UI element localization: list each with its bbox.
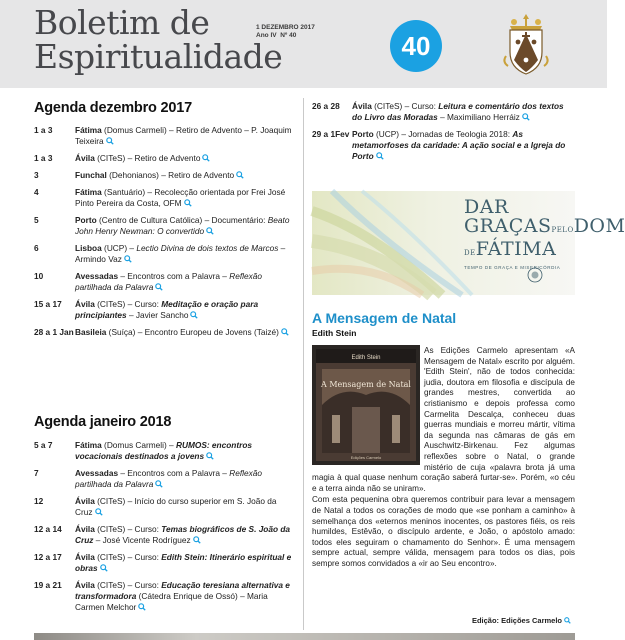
agenda-date: 12 a 17 <box>34 552 62 562</box>
agenda-place: Porto <box>75 215 97 225</box>
agenda-description: (Domus Carmeli) – <box>101 440 176 450</box>
agenda-text <box>75 170 296 181</box>
agenda-description: (UCP) – Jornadas de Teologia 2018: <box>373 129 513 139</box>
banner-tagline: TEMPO DE GRAÇA E MISERICÓRDIA <box>464 265 561 270</box>
article-credit-text: Edição: Edições Carmelo <box>471 616 562 625</box>
agenda-date: 19 a 21 <box>34 580 62 590</box>
agenda-title: Edith Stein: Itinerário espiritual e obras <box>75 552 292 573</box>
zoom-icon[interactable] <box>155 283 163 291</box>
agenda-item <box>34 524 296 546</box>
agenda-item <box>34 468 296 490</box>
agenda-item <box>34 299 296 321</box>
agenda-description: (CITeS) – Curso: <box>94 524 162 534</box>
agenda-description: – Encontros com a Palavra – <box>118 468 230 478</box>
zoom-icon[interactable] <box>376 152 384 160</box>
zoom-icon[interactable] <box>138 603 146 611</box>
agenda-place: Fátima <box>75 440 102 450</box>
agenda-text <box>75 187 296 209</box>
zoom-icon[interactable] <box>190 311 198 319</box>
agenda-title: Temas biográficos de S. João da Cruz <box>75 524 291 545</box>
zoom-icon[interactable] <box>281 328 289 336</box>
zoom-icon[interactable] <box>206 452 214 460</box>
zoom-icon[interactable] <box>155 480 163 488</box>
agenda-item <box>34 440 296 462</box>
zoom-icon[interactable] <box>106 137 114 145</box>
agenda-item <box>34 496 296 518</box>
agenda-text <box>75 496 296 518</box>
agenda-date: 12 <box>34 496 44 506</box>
agenda-place: Basileia <box>75 327 107 337</box>
agenda-place: Porto <box>352 129 374 139</box>
agenda-place: Avessadas <box>75 271 119 281</box>
agenda-speaker: – Armindo Vaz <box>75 243 286 264</box>
agenda-item <box>34 215 296 237</box>
agenda-title: Educação teresiana alternativa e transformadora <box>75 580 290 601</box>
agenda-item <box>34 187 296 209</box>
zoom-icon[interactable] <box>564 617 571 624</box>
agenda-description: (UCP) – <box>101 243 137 253</box>
agenda-place: Ávila <box>75 524 95 534</box>
masthead <box>0 0 607 88</box>
agenda-place: Ávila <box>75 496 95 506</box>
book-cover-author: Edith Stein <box>351 355 381 361</box>
agenda-item <box>34 327 296 338</box>
bottom-photo-strip <box>34 633 575 640</box>
agenda-january-list <box>34 440 296 619</box>
agenda-date: 5 <box>34 215 39 225</box>
agenda-text <box>352 129 575 162</box>
issue-date: 1 DEZEMBRO 2017 <box>256 24 315 31</box>
agenda-date: 3 <box>34 170 39 180</box>
agenda-place: Ávila <box>75 580 95 590</box>
agenda-text <box>75 215 296 237</box>
agenda-text <box>75 468 296 490</box>
agenda-text <box>75 580 296 613</box>
agenda-date: 5 a 7 <box>34 440 53 450</box>
article-credit <box>472 616 571 625</box>
agenda-place: Lisboa <box>75 243 102 253</box>
agenda-date: 29 a 1Fev <box>312 129 350 139</box>
agenda-text <box>75 552 296 574</box>
column-divider <box>303 98 304 630</box>
agenda-description: (CITeS) – Curso: <box>371 101 439 111</box>
agenda-place: Ávila <box>352 101 372 111</box>
agenda-item <box>34 170 296 181</box>
agenda-place: Ávila <box>75 299 95 309</box>
banner-word-pelo: PELO <box>551 226 574 234</box>
agenda-title: Reflexão partilhada da Palavra <box>75 271 262 292</box>
banner-word-fatima: FÁTIMA <box>475 238 557 260</box>
issue-volume: Ano IV <box>256 32 277 39</box>
agenda-date: 12 a 14 <box>34 524 62 534</box>
zoom-icon[interactable] <box>100 564 108 572</box>
agenda-place: Ávila <box>75 552 95 562</box>
agenda-place: Ávila <box>75 153 95 163</box>
agenda-description: – Encontros com a Palavra – <box>118 271 230 281</box>
agenda-title: Reflexão partilhada da Palavra <box>75 468 262 489</box>
agenda-december-heading: Agenda dezembro 2017 <box>34 100 192 116</box>
agenda-place: Avessadas <box>75 468 119 478</box>
agenda-text <box>75 299 296 321</box>
banner-text <box>464 196 625 270</box>
agenda-title: Lectio Divina de dois textos de Marcos <box>136 243 279 253</box>
book-cover-publisher: Edições Carmelo <box>350 455 382 460</box>
agenda-date: 6 <box>34 243 39 253</box>
agenda-january-heading: Agenda janeiro 2018 <box>34 414 172 430</box>
article-title: A Mensagem de Natal <box>312 310 457 326</box>
banner-word-de: DE <box>464 249 476 257</box>
agenda-description: (Suíça) – Encontro Europeu de Jovens (Taizé) <box>106 327 279 337</box>
agenda-january-continued-list <box>312 101 575 168</box>
zoom-icon[interactable] <box>124 255 132 263</box>
agenda-text <box>75 125 296 147</box>
agenda-date: 1 a 3 <box>34 125 53 135</box>
agenda-title: Meditação e oração para principiantes <box>75 299 259 320</box>
issue-number-badge: 40 <box>390 20 442 72</box>
agenda-description: (Centro de Cultura Católica) – Documentário: <box>96 215 268 225</box>
zoom-icon[interactable] <box>95 508 103 516</box>
agenda-description: (CITeS) – Curso: <box>94 299 162 309</box>
agenda-text <box>75 243 296 265</box>
agenda-text <box>75 524 296 546</box>
agenda-date: 15 a 17 <box>34 299 62 309</box>
agenda-text <box>75 153 296 164</box>
agenda-description: (Santuário) – Recolecção orientada por Frei José Pinto Pereira da Costa, OFM <box>75 187 286 208</box>
zoom-icon[interactable] <box>236 171 244 179</box>
zoom-icon[interactable] <box>193 536 201 544</box>
zoom-icon[interactable] <box>522 113 530 121</box>
agenda-title: Beato John Henry Newman: O convertido <box>75 215 290 236</box>
zoom-icon[interactable] <box>206 227 214 235</box>
agenda-text <box>75 440 296 462</box>
article-paragraph-2: Com esta pequenina obra queremos contribuir para levar a mensagem de Natal a todos os corações de modo que «se ponham a caminho» à semelhança dos «eternos meninos inocentes, os pastores fiéis, os reis humildes, Estêvão, o discípulo ardente, e João, o apóstolo amado: todos eles seguiram o chamamento do Senhor». É uma mensagem sempre actual, sempre válida, mensagem para todos os dias, pois sempre somos convidados a «ir ao Seu encontro». <box>312 495 575 568</box>
agenda-date: 7 <box>34 468 39 478</box>
agenda-description: (CITeS) – Curso: <box>94 580 162 590</box>
agenda-date: 26 a 28 <box>312 101 340 111</box>
agenda-speaker: (Cátedra Enrique de Ossó) – Maria Carmen Melchor <box>75 591 268 612</box>
agenda-speaker: – José Vicente Rodríguez <box>93 535 191 545</box>
banner-word-dom: DOM <box>573 215 625 237</box>
title-line-1: Boletim de <box>34 3 210 42</box>
agenda-speaker: – Javier Sancho <box>126 310 189 320</box>
agenda-item <box>312 101 575 123</box>
issue-number: Nº 40 <box>280 32 297 39</box>
agenda-title: As metamorfoses da caridade: A ação social e a Igreja do Porto <box>352 129 566 161</box>
title-line-2: Espiritualidade <box>34 37 283 76</box>
carmelite-crest-logo <box>500 12 552 78</box>
agenda-description: (CITeS) – Início do curso superior em S. João da Cruz <box>75 496 277 517</box>
agenda-text <box>75 327 296 338</box>
agenda-item <box>34 153 296 164</box>
agenda-title: RUMOS: encontros vocacionais destinados a jovens <box>75 440 253 461</box>
agenda-item <box>34 552 296 574</box>
zoom-icon[interactable] <box>184 199 192 207</box>
agenda-date: 28 a 1 Jan <box>34 327 74 337</box>
banner-word-dar: DAR <box>464 196 509 218</box>
agenda-place: Funchal <box>75 170 107 180</box>
agenda-text <box>75 271 296 293</box>
agenda-description: (CITeS) – Curso: <box>94 552 162 562</box>
agenda-date: 10 <box>34 271 44 281</box>
agenda-item <box>34 271 296 293</box>
agenda-item <box>34 580 296 613</box>
agenda-place: Fátima <box>75 125 102 135</box>
book-cover-title: A Mensagem de Natal <box>321 380 411 389</box>
agenda-description: (Dehonianos) – Retiro de Advento <box>106 170 235 180</box>
agenda-place: Fátima <box>75 187 102 197</box>
banner-word-gracas: GRAÇAS <box>464 215 552 237</box>
agenda-title: Leitura e comentário dos textos do Livro das Moradas <box>352 101 564 122</box>
agenda-description: (Domus Carmeli) – Retiro de Advento – P. Joaquim Teixeira <box>75 125 292 146</box>
article-body <box>312 346 575 570</box>
newsletter-title <box>34 3 283 76</box>
agenda-december-list <box>34 125 296 344</box>
agenda-item <box>34 243 296 265</box>
agenda-speaker: – Maximiliano Herráiz <box>437 112 520 122</box>
agenda-date: 4 <box>34 187 39 197</box>
agenda-date: 1 a 3 <box>34 153 53 163</box>
article-paragraph-1: As Edições Carmelo apresentam «A Mensagem de Natal» escrito por alguém. 'Edith Stein', não de todos conhecida: judia, doutora em filosofia e discípula de grandes mestres, convertida ao cristianismo e depois professa como Carmelita Descalça, conheceu duas guerras mundiais e morreu mártir, vítima da segunda nas câmaras de gás em Auschwitz-Birkenau. Fez algumas reflexões sobre o Natal, o grande mistério de cuja «palavra brota já uma magia à qual quase nenhum coração saberá furtar-se». Porém, «o céu e a terra ainda não se uniram». <box>312 346 575 493</box>
zoom-icon[interactable] <box>202 154 210 162</box>
issue-meta <box>256 24 315 40</box>
agenda-description: (CITeS) – Retiro de Advento <box>94 153 201 163</box>
article-author: Edith Stein <box>312 328 357 338</box>
agenda-item <box>34 125 296 147</box>
agenda-item <box>312 129 575 162</box>
agenda-text <box>352 101 575 123</box>
